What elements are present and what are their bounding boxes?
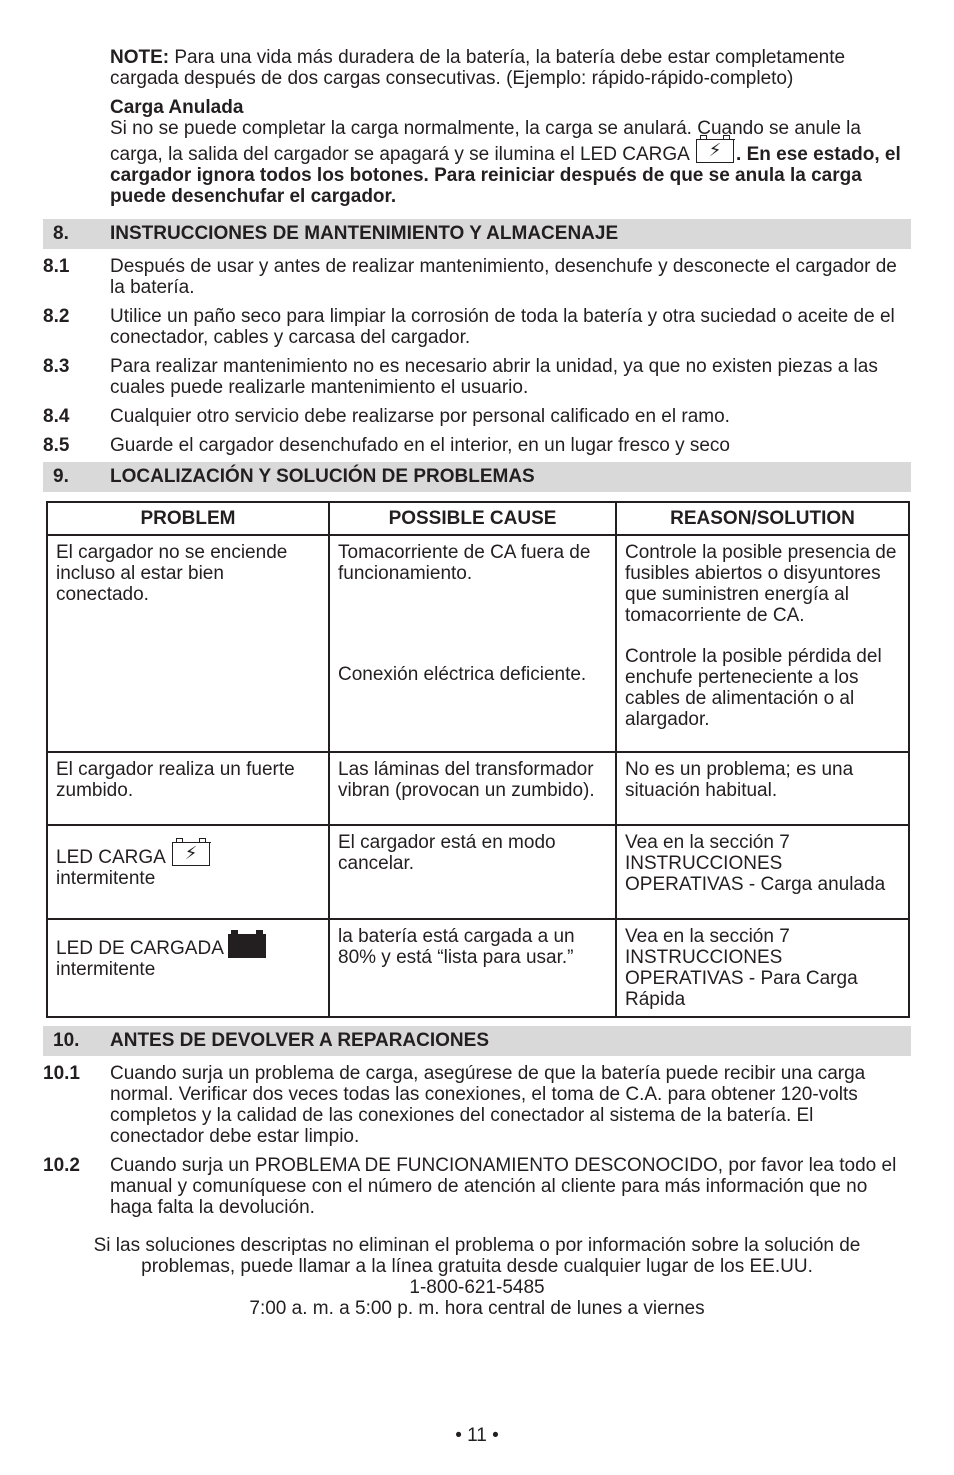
section-title: LOCALIZACIÓN Y SOLUCIÓN DE PROBLEMAS — [110, 466, 535, 487]
item-text: Cuando surja un problema de carga, asegúrese de que la batería puede recibir una carga normal. Verificar dos veces todas las conexiones, el toma de C.A. para obtener 120-volts completos y la calidad de las conexiones del conectador al sistema de la batería. El conectador debe estar limpio. — [110, 1063, 866, 1147]
solution-cell: Vea en la sección 7 INSTRUCCIONES OPERATIVAS - Para Carga Rápida — [616, 919, 909, 1017]
carga-anulada-paragraph — [110, 118, 906, 207]
section-8-header — [43, 219, 911, 249]
problem-text: intermitente — [56, 868, 156, 889]
list-item — [0, 435, 954, 456]
list-item — [0, 306, 954, 348]
solution-cell: No es un problema; es una situación habitual. — [616, 752, 909, 825]
problem-cell — [47, 919, 329, 1017]
solution-text: Controle la posible presencia de fusibles abiertos o disyuntores que suministren energía al tomacorriente de CA. — [625, 542, 897, 626]
item-text: Cualquier otro servicio debe realizarse por personal calificado en el ramo. — [110, 406, 730, 427]
problem-cell: El cargador no se enciende incluso al estar bien conectado. — [47, 535, 329, 752]
section-number: 9. — [53, 466, 69, 487]
item-number: 8.2 — [43, 306, 70, 327]
carga-anulada-text-after: . En ese estado, el cargador ignora todos los botones. Para reiniciar después de que se anula la carga puede desenchufar el cargador. — [110, 144, 901, 207]
contact-text: Si las soluciones descriptas no eliminan el problema o por información sobre la solución de problemas, puede llamar a la línea gratuita desde cualquier lugar de los EE.UU. — [93, 1235, 861, 1277]
carga-anulada-text: Si no se puede completar la carga normalmente, la carga se anulará. Cuando se anule la carga, la salida del cargador se apagará y se ilumina el LED CARGA — [110, 118, 861, 165]
problem-text: LED CARGA — [56, 847, 165, 868]
cause-text: Conexión eléctrica deficiente. — [338, 664, 587, 685]
solution-cell: Vea en la sección 7 INSTRUCCIONES OPERATIVAS - Carga anulada — [616, 825, 909, 919]
list-item — [0, 1063, 954, 1147]
column-header: REASON/SOLUTION — [616, 502, 909, 535]
item-text: Cuando surja un PROBLEMA DE FUNCIONAMIENTO DESCONOCIDO, por favor lea todo el manual y comuníquese con el número de atención al cliente para más información que no haga falta la devolución. — [110, 1155, 897, 1218]
item-text: Guarde el cargador desenchufado en el interior, en un lugar fresco y seco — [110, 435, 730, 456]
item-number: 8.4 — [43, 406, 70, 427]
item-text: Utilice un paño seco para limpiar la corrosión de toda la batería y otra suciedad o aceite de el conectador, cables y carcasa del cargador. — [110, 306, 895, 348]
note-text: Para una vida más duradera de la batería, la batería debe estar completamente cargada después de dos cargas consecutivas. (Ejemplo: rápido-rápido-completo) — [110, 47, 846, 89]
item-number: 10.1 — [43, 1063, 80, 1084]
column-header: PROBLEM — [47, 502, 329, 535]
note-label: NOTE: — [110, 47, 170, 68]
lightning-bolt-icon: ⚡︎ — [696, 139, 734, 163]
list-item — [0, 406, 954, 427]
section-title: ANTES DE DEVOLVER A REPARACIONES — [110, 1030, 489, 1051]
business-hours: 7:00 a. m. a 5:00 p. m. hora central de lunes a viernes — [249, 1298, 705, 1319]
list-item — [0, 1155, 954, 1218]
problem-text: LED DE CARGADA — [56, 938, 224, 959]
page-number: • 11 • — [455, 1425, 499, 1446]
contact-info — [50, 1235, 904, 1319]
problem-text: intermitente — [56, 959, 156, 980]
section-10-items — [0, 1063, 954, 1226]
problem-cell: El cargador realiza un fuerte zumbido. — [47, 752, 329, 825]
cause-cell: El cargador está en modo cancelar. — [329, 825, 616, 919]
cause-text: Tomacorriente de CA fuera de funcionamiento. — [338, 542, 591, 584]
section-title: INSTRUCCIONES DE MANTENIMIENTO Y ALMACENAJE — [110, 223, 619, 244]
lightning-bolt-icon: ⚡︎ — [172, 842, 210, 866]
carga-anulada-heading: Carga Anulada — [110, 97, 244, 118]
table-header-row — [47, 502, 909, 535]
section-8-items — [0, 256, 954, 464]
note-block — [0, 47, 954, 215]
section-10-header — [43, 1026, 911, 1056]
item-number: 8.5 — [43, 435, 70, 456]
item-number: 10.2 — [43, 1155, 80, 1176]
section-9-header — [43, 462, 911, 492]
table-row — [47, 535, 909, 752]
solution-cell — [616, 535, 909, 752]
list-item — [0, 356, 954, 398]
table-row — [47, 919, 909, 1017]
item-text: Para realizar mantenimiento no es necesario abrir la unidad, ya que no existen piezas a las cuales puede realizarle mantenimiento el usuario. — [110, 356, 878, 398]
table-row — [47, 752, 909, 825]
cause-cell: Las láminas del transformador vibran (provocan un zumbido). — [329, 752, 616, 825]
column-header: POSSIBLE CAUSE — [329, 502, 616, 535]
problem-cell — [47, 825, 329, 919]
cause-cell — [329, 535, 616, 752]
item-text: Después de usar y antes de realizar mantenimiento, desenchufe y desconecte el cargador de la batería. — [110, 256, 897, 298]
troubleshooting-table — [46, 501, 910, 1018]
item-number: 8.1 — [43, 256, 70, 277]
item-number: 8.3 — [43, 356, 70, 377]
table-row — [47, 825, 909, 919]
section-number: 8. — [53, 223, 69, 244]
list-item — [0, 256, 954, 298]
cause-cell: la batería está cargada a un 80% y está “lista para usar.” — [329, 919, 616, 1017]
solution-text: Controle la posible pérdida del enchufe perteneciente a los cables de alimentación o al alargador. — [625, 646, 882, 730]
note-paragraph — [110, 47, 906, 89]
section-number: 10. — [53, 1030, 80, 1051]
phone-number: 1-800-621-5485 — [409, 1277, 545, 1298]
battery-full-icon — [228, 934, 266, 958]
